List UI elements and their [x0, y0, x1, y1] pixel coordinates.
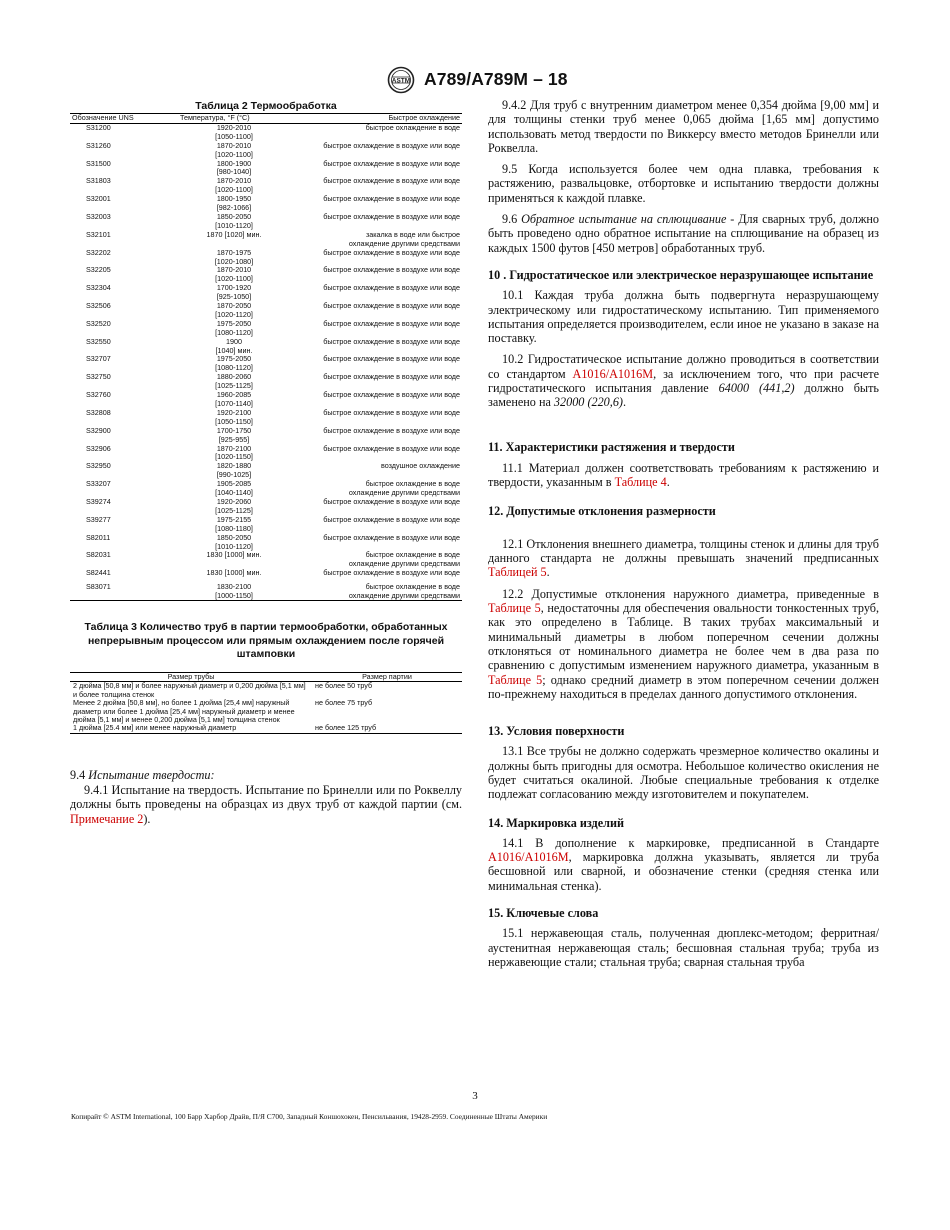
link-a1016[interactable]: A1016/A1016M	[572, 366, 654, 381]
temperature-cell	[180, 195, 288, 213]
temperature-cell	[180, 462, 288, 480]
table-row	[70, 391, 462, 409]
quench-cell-text: быстрое охлаждение в воде охлаждение другими средствами	[348, 581, 460, 600]
col-header-tube-size: Размер трубы	[70, 672, 312, 681]
temperature-cell	[180, 160, 288, 178]
temperature-cell	[180, 427, 288, 445]
table-row	[70, 231, 462, 249]
temperature-cell	[180, 142, 288, 160]
section-15-heading: 15. Ключевые слова	[488, 906, 599, 921]
quench-cell-text: быстрое охлаждение в воздухе или воде	[323, 407, 460, 417]
uns-cell-text: S32304	[86, 283, 111, 293]
text: .	[622, 395, 627, 410]
text: .	[666, 475, 670, 490]
temperature-cell	[180, 480, 288, 498]
quench-cell	[288, 123, 462, 141]
text: 64000 (441,2)	[718, 381, 795, 396]
text: - Для сварных труб, должно быть проведено одно обратное испытание на сплющивание на образец из каждых 1500 футов [450 метров] обработанных труб.	[488, 212, 880, 255]
paragraph-9-4-2: 9.4.2 Для труб с внутренним диаметром менее 0,354 дюйма [9,00 мм] и для толщины стенки труб менее 0,065 дюйма [1,65 мм] допустимо использовать метод твердости по Виккерсу вместо методов Бринелли или Роквелла.	[488, 98, 879, 155]
temperature-cell-text: 1830 [1000] мин.	[206, 568, 262, 578]
table-row	[70, 266, 462, 284]
quench-cell-text: быстрое охлаждение в воздухе или воде	[323, 318, 460, 328]
quench-cell-text: быстрое охлаждение в воде охлаждение другими средствами	[348, 550, 460, 569]
table-row	[70, 462, 462, 480]
uns-cell	[70, 373, 180, 391]
uns-cell-text: S32906	[86, 443, 111, 453]
temperature-cell-text: 1905-2085 [1040-1140]	[215, 479, 253, 498]
temperature-cell-text: 1975-2155 [1080-1180]	[215, 514, 253, 533]
quench-cell	[288, 583, 462, 601]
paragraph-9-5: 9.5 Когда используется более чем одна плавка, требования к растяжению, развальцовке, отбортовке и испытанию твердости должны применяться к каждой плавке.	[488, 162, 879, 205]
uns-cell-text: S32506	[86, 301, 111, 311]
temperature-cell	[180, 373, 288, 391]
temperature-cell	[180, 551, 288, 569]
uns-cell	[70, 320, 180, 338]
uns-cell	[70, 123, 180, 141]
quench-cell	[288, 177, 462, 195]
col-header-temperature: Температура, °F (°C)	[180, 114, 288, 124]
temperature-cell-text: 1870-2010 [1020-1100]	[215, 265, 253, 284]
table2-title: Таблица 2 Термообработка	[195, 100, 337, 112]
uns-cell-text: S31260	[86, 140, 111, 150]
quench-cell-text: быстрое охлаждение в воздухе или воде	[323, 514, 460, 524]
link-table-5[interactable]: Таблице 5	[488, 672, 543, 687]
link-a1016[interactable]: A1016/A1016M	[488, 850, 569, 865]
uns-cell-text: S32202	[86, 247, 111, 257]
col-header-lot-size: Размер партии	[312, 672, 462, 681]
quench-cell	[288, 160, 462, 178]
temperature-cell	[180, 516, 288, 534]
quench-cell	[288, 534, 462, 552]
paragraph-12-1	[488, 537, 879, 580]
quench-cell-text: быстрое охлаждение в воздухе или воде	[323, 158, 460, 168]
uns-cell-text: S39274	[86, 496, 111, 506]
temperature-cell	[180, 445, 288, 463]
col-header-uns: Обозначение UNS	[70, 114, 180, 124]
quench-cell-text: быстрое охлаждение в воздухе или воде	[323, 496, 460, 506]
quench-cell	[288, 498, 462, 516]
table-header-row	[70, 114, 462, 124]
temperature-cell-text: 1820-1880 [990-1025]	[216, 461, 252, 480]
quench-cell	[288, 266, 462, 284]
text: ).	[143, 811, 151, 826]
uns-cell-text: S32205	[86, 265, 111, 275]
paragraph-12-2	[488, 587, 879, 701]
svg-text:ASTM: ASTM	[391, 77, 411, 85]
uns-cell-text: S32900	[86, 425, 111, 435]
quench-cell	[288, 195, 462, 213]
temperature-cell	[180, 320, 288, 338]
lot-size-cell: не более 125 труб	[312, 724, 462, 733]
page-number: 3	[472, 1090, 478, 1102]
uns-cell	[70, 409, 180, 427]
quench-cell	[288, 569, 462, 582]
table-row	[70, 534, 462, 552]
quench-cell-text: быстрое охлаждение в воздухе или воде	[323, 283, 460, 293]
text: , за исключением того, что при расчете гидростатического испытания давление	[488, 366, 879, 396]
temperature-cell-text: 1975-2050 [1080-1120]	[215, 354, 253, 373]
tube-size-cell: 2 дюйма [50,8 мм] и более наружный диаметр и 0,200 дюйма [5,1 мм] и более толщина стенок	[73, 681, 306, 699]
temperature-cell	[180, 266, 288, 284]
quench-cell	[288, 551, 462, 569]
uns-cell	[70, 231, 180, 249]
table-row	[70, 123, 462, 141]
uns-cell	[70, 195, 180, 213]
quench-cell	[288, 480, 462, 498]
table-row	[70, 195, 462, 213]
quench-cell	[288, 462, 462, 480]
right-column	[488, 98, 879, 969]
table-row	[70, 142, 462, 160]
temperature-cell-text: 1800-1950 [982-1066]	[216, 194, 252, 213]
link-table-5[interactable]: Таблицей 5	[488, 565, 547, 580]
section-11-heading: 11. Характеристики растяжения и твердости	[488, 439, 735, 454]
quench-cell-text: быстрое охлаждение в воздухе или воде	[323, 532, 460, 542]
link-table-5[interactable]: Таблице 5	[488, 601, 541, 616]
uns-cell	[70, 445, 180, 463]
section-number: 9.4	[70, 767, 86, 782]
temperature-cell	[180, 338, 288, 356]
text: 14.1 В дополнение к маркировке, предписанной в Стандарте	[502, 835, 879, 850]
uns-cell	[70, 355, 180, 373]
table-row	[70, 516, 462, 534]
text: 12.1 Отклонения внешнего диаметра, толщины стенок и длины для труб данного стандарта не должны превышать значений предписанных	[488, 536, 879, 566]
section-12-heading: 12. Допустимые отклонения размерности	[488, 503, 716, 518]
table3-title: Таблица 3 Количество труб в партии термообработки, обработанных непрерывным процессом или прямым охлаждением после горячей штамповки	[84, 621, 448, 661]
quench-cell	[288, 320, 462, 338]
table-row	[70, 302, 462, 320]
quench-cell	[288, 213, 462, 231]
table-row	[70, 569, 462, 582]
temperature-cell	[180, 355, 288, 373]
uns-cell-text: S33207	[86, 479, 111, 489]
page-header	[0, 66, 950, 96]
uns-cell-text: S32550	[86, 336, 111, 346]
temperature-cell-text: 1870-2010 [1020-1100]	[215, 140, 253, 159]
uns-cell	[70, 516, 180, 534]
uns-cell-text: S32750	[86, 372, 111, 382]
uns-cell	[70, 498, 180, 516]
table3-lot-size	[70, 672, 462, 734]
uns-cell	[70, 391, 180, 409]
uns-cell-text: S32760	[86, 390, 111, 400]
text: Обратное испытание на сплющивание	[521, 212, 727, 227]
uns-cell	[70, 284, 180, 302]
table-row	[70, 373, 462, 391]
text: 11.1 Материал должен соответствовать требованиям к растяжению и твердости, указанным в	[488, 460, 879, 490]
uns-cell	[70, 160, 180, 178]
quench-cell-text: быстрое охлаждение в воздухе или воде	[323, 336, 460, 346]
uns-cell-text: S32950	[86, 461, 111, 471]
table-row	[70, 320, 462, 338]
table-row	[70, 177, 462, 195]
table-row	[70, 583, 462, 601]
text: ; однако средний диаметр в этом поперечном сечении должен по-прежнему находиться в пределах данного допустимого отклонения.	[488, 672, 880, 701]
quench-cell-text: быстрое охлаждение в воздухе или воде	[323, 390, 460, 400]
quench-cell-text: быстрое охлаждение в воздухе или воде	[323, 265, 460, 275]
temperature-cell-text: 1920-2010 [1050-1100]	[215, 122, 253, 141]
paragraph-10-2	[488, 352, 879, 409]
uns-cell-text: S83071	[86, 581, 111, 591]
table-row	[70, 480, 462, 498]
table2-heat-treatment	[70, 113, 462, 601]
standard-designation: A789/A789M – 18	[424, 69, 568, 89]
text: 9.6	[502, 212, 518, 227]
section-10-heading: 10 . Гидростатическое или электрическое неразрушающее испытание	[488, 267, 874, 282]
uns-cell	[70, 534, 180, 552]
uns-cell-text: S82031	[86, 550, 111, 560]
quench-cell-text: быстрое охлаждение в воздухе или воде	[323, 140, 460, 150]
uns-cell	[70, 142, 180, 160]
temperature-cell	[180, 498, 288, 516]
uns-cell-text: S32001	[86, 194, 111, 204]
table-row	[70, 724, 462, 733]
left-column	[70, 100, 462, 826]
paragraph-14-1	[488, 836, 879, 893]
quench-cell	[288, 391, 462, 409]
table-row	[70, 409, 462, 427]
quench-cell	[288, 338, 462, 356]
text: 10.2 Гидростатическое испытание должно проводиться в соответствии со стандартом	[488, 352, 879, 381]
temperature-cell-text: 1870-2010 [1020-1100]	[215, 176, 253, 195]
temperature-cell-text: 1975-2050 [1080-1120]	[215, 318, 253, 337]
text: 12.2 Допустимые отклонения наружного диаметра, приведенные в	[502, 586, 879, 601]
temperature-cell-text: 1870-1975 [1020-1080]	[214, 247, 254, 266]
uns-cell	[70, 177, 180, 195]
quench-cell	[288, 302, 462, 320]
quench-cell	[288, 427, 462, 445]
uns-cell	[70, 462, 180, 480]
temperature-cell-text: 1880-2060 [1025-1125]	[215, 372, 253, 391]
temperature-cell	[180, 249, 288, 267]
paragraph-9-6	[488, 212, 879, 255]
lot-size-cell: не более 75 труб	[315, 698, 373, 708]
uns-cell-text: S39277	[86, 514, 111, 524]
table-row	[70, 699, 462, 724]
uns-cell	[70, 302, 180, 320]
quench-cell	[288, 409, 462, 427]
temperature-cell	[180, 123, 288, 141]
uns-cell-text: S32707	[86, 354, 111, 364]
temperature-cell	[180, 177, 288, 195]
temperature-cell	[180, 302, 288, 320]
text: должно быть заменено на	[488, 381, 879, 410]
temperature-cell	[180, 534, 288, 552]
quench-cell-text: закалка в воде или быстрое охлаждение другими средствами	[348, 229, 460, 248]
table-row	[70, 355, 462, 373]
uns-cell-text: S31200	[86, 122, 111, 132]
temperature-cell	[180, 213, 288, 231]
table-row	[70, 682, 462, 699]
tube-size-cell: Менее 2 дюйма [50,8 мм], но более 1 дюйма [25,4 мм] наружный диаметр или более 1 дюйма [25,4 мм] наружный диаметр и менее дюйма [5,1 мм] и менее 0,200 дюйма [5,1 мм] толщина стенок	[73, 698, 295, 724]
quench-cell	[288, 284, 462, 302]
text: 9.4.1 Испытание на твердость. Испытание по Бринелли или по Роквеллу должны быть проведены на образцах из двух труб от каждой партии (см.	[70, 783, 462, 812]
table-row	[70, 284, 462, 302]
text: , маркировка должна указывать, является ли труба бесшовной или сварной, и обозначение стенки (средняя стенка или минимальная стенка).	[488, 850, 879, 893]
temperature-cell-text: 1700-1920 [925-1050]	[216, 283, 252, 302]
text: .	[546, 565, 550, 580]
table-row	[70, 160, 462, 178]
paragraph-9-4-1	[70, 783, 462, 826]
uns-cell	[70, 427, 180, 445]
temperature-cell	[180, 569, 288, 582]
col-header-quench: Быстрое охлаждение	[288, 114, 462, 124]
temperature-cell-text: 1900 [1040] мин.	[215, 336, 253, 355]
table-row	[70, 213, 462, 231]
lot-size-cell: не более 50 труб	[315, 681, 373, 691]
uns-cell	[70, 213, 180, 231]
uns-cell	[70, 266, 180, 284]
quench-cell	[288, 373, 462, 391]
uns-cell-text: S32101	[86, 229, 111, 239]
temperature-cell-text: 1870 [1020] мин.	[206, 229, 262, 239]
table-row	[70, 498, 462, 516]
table-row	[70, 338, 462, 356]
uns-cell	[70, 551, 180, 569]
table-row	[70, 249, 462, 267]
quench-cell	[288, 445, 462, 463]
table-row	[70, 551, 462, 569]
text: 32000 (220,6)	[553, 395, 623, 410]
temperature-cell-text: 1960-2085 [1070-1140]	[215, 390, 253, 408]
temperature-cell-text: 1850-2050 [1010-1120]	[215, 532, 253, 551]
uns-cell	[70, 480, 180, 498]
section-14-heading: 14. Маркировка изделий	[488, 815, 624, 830]
uns-cell-text: S82441	[86, 568, 111, 578]
astm-logo-icon	[386, 66, 416, 94]
text: , недостаточны для обеспечения овальности тонкостенных труб, как это определено в Таблице. В таких трубах максимальный и минимальный диаметры в любом поперечном сечении должны отклоняться от номинального диаметра не более чем в два раза по сравнению с допустимым изменением наружного диаметра, указанным в	[488, 601, 880, 673]
quench-cell-text: быстрое охлаждение в воздухе или воде	[323, 176, 460, 186]
section-13-heading: 13. Условия поверхности	[488, 724, 625, 739]
temperature-cell	[180, 583, 288, 601]
temperature-cell-text: 1870-2050 [1020-1120]	[215, 301, 253, 319]
section-title: Испытание твердости:	[88, 767, 215, 782]
quench-cell-text: быстрое охлаждение в воздухе или воде	[323, 211, 460, 221]
temperature-cell-text: 1920-2060 [1025-1125]	[215, 496, 253, 515]
temperature-cell	[180, 409, 288, 427]
paragraph-13-1: 13.1 Все трубы не должно содержать чрезмерное количество окалины и должны быть пригодны для осмотра. Небольшое количество окисления не будет считаться окалиной. Любые специальные требования к отделке подлежат согласованию между изготовителем и покупателем.	[488, 744, 879, 802]
quench-cell-text: быстрое охлаждение в воде охлаждение другими средствами	[348, 479, 460, 498]
temperature-cell	[180, 231, 288, 249]
quench-cell-text: быстрое охлаждение в воздухе или воде	[323, 443, 460, 453]
quench-cell	[288, 249, 462, 267]
quench-cell-text: быстрое охлаждение в воздухе или воде	[323, 425, 460, 435]
temperature-cell	[180, 391, 288, 409]
uns-cell	[70, 569, 180, 582]
quench-cell-text: быстрое охлаждение в воде	[365, 122, 460, 132]
quench-cell	[288, 142, 462, 160]
uns-cell-text: S32003	[86, 211, 111, 221]
tube-size-cell: 1 дюйма [25.4 мм] или менее наружный диаметр	[70, 724, 312, 733]
uns-cell-text: S32808	[86, 407, 111, 417]
quench-cell-text: быстрое охлаждение в воздухе или воде	[323, 354, 460, 364]
uns-cell	[70, 583, 180, 601]
temperature-cell-text: 1700-1750 [925-955]	[216, 425, 252, 444]
temperature-cell-text: 1850-2050 [1010-1120]	[215, 211, 253, 230]
link-note-2[interactable]: Примечание 2	[70, 811, 144, 826]
uns-cell	[70, 338, 180, 356]
copyright-footer: Копирайт © ASTM International, 100 Барр Харбор Драйв, П/Я C700, Западный Коншохокен, Пенсильвания, 19428-2959. Соединенные Штаты Америки	[71, 1112, 548, 1121]
paragraph-15-1: 15.1 нержавеющая сталь, полученная дюплекс-методом; ферритная/аустенитная нержавеющая сталь; бесшовная стальная труба; труба из нержавеющие стали; стальная труба; сварная стальная труба	[488, 926, 879, 969]
section-9-4-heading	[70, 768, 462, 782]
table-row	[70, 445, 462, 463]
uns-cell-text: S82011	[86, 532, 111, 542]
temperature-cell-text: 1830-2100 [1000-1150]	[215, 581, 253, 600]
temperature-cell-text: 1830 [1000] мин.	[206, 550, 262, 560]
quench-cell-text: быстрое охлаждение в воздухе или воде	[323, 194, 460, 204]
temperature-cell	[180, 284, 288, 302]
link-table-4[interactable]: Таблице 4	[614, 475, 667, 490]
quench-cell-text: быстрое охлаждение в воздухе или воде	[323, 372, 460, 382]
paragraph-10-1: 10.1 Каждая труба должна быть подвергнута неразрушающему электрическому или гидростатическому испытанию. Тип применяемого испытания определяется производителем, если иное не указано в заказе на поставку.	[488, 288, 879, 346]
quench-cell-text: быстрое охлаждение в воздухе или воде	[323, 247, 460, 257]
uns-cell	[70, 249, 180, 267]
quench-cell-text: быстрое охлаждение в воздухе или воде	[323, 568, 460, 578]
temperature-cell-text: 1920-2100 [1050-1150]	[215, 407, 253, 426]
temperature-cell-text: 1870-2100 [1020-1150]	[215, 443, 253, 462]
paragraph-11-1	[488, 461, 879, 490]
table-row	[70, 427, 462, 445]
uns-cell-text: S32520	[86, 318, 111, 328]
quench-cell	[288, 231, 462, 249]
quench-cell-text: воздушное охлаждение	[381, 461, 460, 471]
quench-cell	[288, 516, 462, 534]
quench-cell	[288, 355, 462, 373]
temperature-cell-text: 1800-1900 [980-1040]	[216, 158, 252, 177]
uns-cell-text: S31803	[86, 176, 111, 186]
uns-cell-text: S31500	[86, 158, 111, 168]
quench-cell-text: быстрое охлаждение в воздухе или воде	[323, 301, 460, 311]
